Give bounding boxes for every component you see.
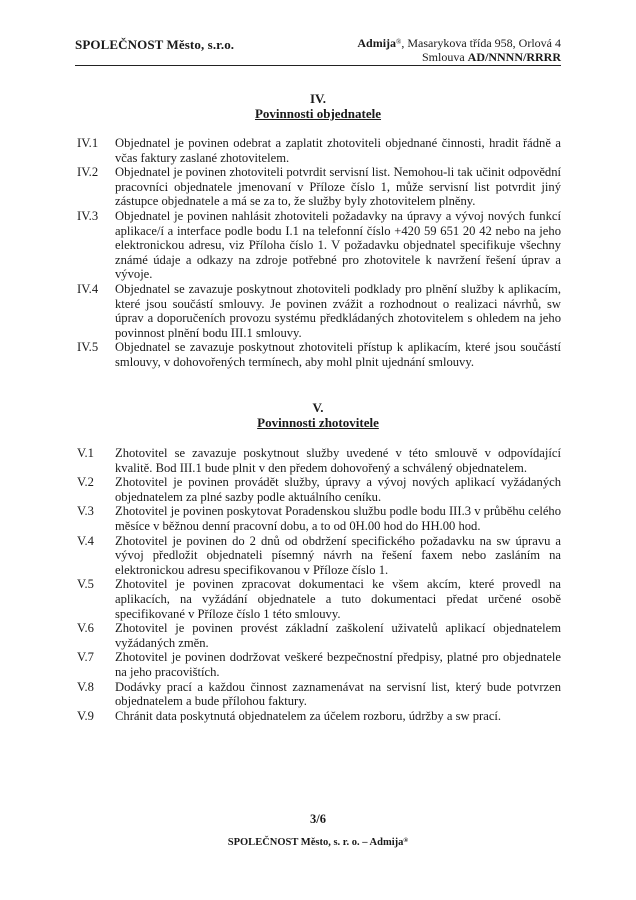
item-label: V.8 (77, 679, 94, 694)
item-text: Dodávky prací a každou činnost zaznamenávat na servisní list, který bude potvrzen objednatelem a bude přílohou faktury. (115, 679, 561, 709)
header-company: SPOLEČNOST Město, s.r.o. (75, 37, 235, 52)
item-label: IV.5 (77, 340, 99, 355)
header-contract-line (357, 51, 561, 65)
item-text: Objednatel je povinen zhotoviteli potvrdit servisní list. Nemohou-li tak učinit odpovědní pracovníci objednatele jmenovaní v Příloze číslo 1, může servisní list potvrdit jiný zástupce objednatele a má se za to, že služby byly zhotovitelem plněny. (115, 165, 561, 209)
page-header (75, 33, 561, 66)
item-label: V.5 (77, 577, 94, 592)
item-label: IV.2 (77, 165, 99, 180)
footer-company (0, 837, 636, 848)
list-item (77, 534, 561, 578)
header-address-line (357, 37, 561, 51)
list-item (77, 475, 561, 504)
item-label: IV.4 (77, 281, 99, 296)
page-number: 3/6 (310, 812, 326, 826)
list-item (77, 621, 561, 650)
item-label: V.9 (77, 708, 94, 723)
header-brand: Admija (357, 36, 397, 50)
item-text: Objednatel je povinen nahlásit zhotoviteli požadavky na úpravy a vývoj nových funkcí aplikace/í a interface podle bodu I.1 na telefonní číslo +420 59 651 20 42 nebo na jeho elektronickou adresu, viz Příloha číslo 1. V požadavku objednatel specifikuje všechny známé údaje a odkazy na zdroje potřebné pro zhotovitele k navržení řešení úprav a vývoje. (115, 208, 561, 282)
item-text: Zhotovitel je povinen provést základní zaškolení uživatelů aplikací objednatelem vyžádaných změn. (115, 621, 561, 650)
item-label: V.4 (77, 533, 94, 548)
registered-mark: ® (396, 38, 402, 46)
section-v-heading (0, 400, 636, 431)
list-item (77, 577, 561, 621)
section-number: V. (312, 400, 324, 415)
list-item (77, 165, 561, 209)
item-text: Zhotovitel je povinen zpracovat dokumentaci ke všem akcím, které provedl na aplikacích, na vyžádání objednatele a tuto dokumentaci předat určené osobě specifikované v Příloze číslo 1 této smlouvy. (115, 577, 561, 621)
item-text: Objednatel je povinen odebrat a zaplatit zhotoviteli objednané činnosti, hradit řádně a včas faktury zaslané zhotovitelem. (115, 136, 561, 165)
item-label: V.7 (77, 650, 94, 665)
section-iv-heading (0, 91, 636, 122)
list-item (77, 209, 561, 282)
item-text: Zhotovitel je povinen provádět služby, úpravy a vývoj nových aplikací vyžádaných objednatelem za plné sazby podle aktuálního ceníku. (115, 475, 561, 504)
list-item (77, 340, 561, 369)
item-text: Zhotovitel je povinen poskytovat Poradenskou službu podle bodu III.3 v průběhu celého měsíce v běžnou denní pracovní dobu, a to od 0H.00 hod do HH.00 hod. (115, 504, 561, 533)
item-text: Objednatel se zavazuje poskytnout zhotoviteli podklady pro plnění služby k aplikacím, které jsou součástí smlouvy. Je povinen zvážit a rozhodnout o realizaci návrhů, sw úprav a doporučeních provozu systému předkládaných zhotovitelem s ohledem na jeho povinnost plnění bodu III.1 smlouvy. (115, 281, 561, 340)
list-item (77, 136, 561, 165)
item-text: Zhotovitel se zavazuje poskytnout služby uvedené v této smlouvě v odpovídající kvalitě. Bod III.1 bude plnit v den předem dohovořený a schválený objednatelem. (115, 446, 561, 475)
item-label: IV.3 (77, 208, 99, 223)
item-label: V.2 (77, 475, 94, 490)
item-text: Zhotovitel je povinen do 2 dnů od obdržení specifického požadavku na sw úpravu a vývoj předložit objednateli písemný návrh na řešení faxem nebo zasláním na elektronickou adresu specifikovanou v Příloze číslo 1. (115, 533, 561, 577)
list-item (77, 446, 561, 475)
item-label: V.3 (77, 504, 94, 519)
footer-company-text: SPOLEČNOST Město, s. r. o. – Admija (227, 837, 404, 848)
contract-prefix: Smlouva (422, 49, 468, 64)
item-label: V.1 (77, 446, 94, 460)
header-right (357, 37, 561, 64)
item-label: V.6 (77, 621, 94, 636)
item-text: Zhotovitel je povinen dodržovat veškeré bezpečnostní předpisy, platné pro objednatele na jeho pracovištích. (115, 650, 561, 679)
header-address: , Masarykova třída 958, Orlová 4 (401, 36, 561, 50)
list-item (77, 504, 561, 533)
item-text: Objednatel se zavazuje poskytnout zhotoviteli přístup k aplikacím, které jsou součástí smlouvy, v dohovořených termínech, aby mohl plnit ujednání smlouvy. (115, 340, 561, 369)
section-iv-items (77, 136, 561, 370)
section-v-items (77, 446, 561, 723)
list-item (77, 709, 561, 724)
contract-number: AD/NNNN/RRRR (467, 49, 561, 64)
section-number: IV. (309, 91, 327, 106)
list-item (77, 282, 561, 340)
section-title: Povinnosti zhotovitele (257, 415, 379, 430)
list-item (77, 680, 561, 709)
item-label: IV.1 (77, 136, 99, 150)
registered-mark: ® (403, 837, 409, 844)
item-text: Chránit data poskytnutá objednatelem za účelem rozboru, údržby a sw prací. (115, 708, 502, 723)
section-title: Povinnosti objednatele (254, 106, 382, 121)
list-item (77, 650, 561, 679)
